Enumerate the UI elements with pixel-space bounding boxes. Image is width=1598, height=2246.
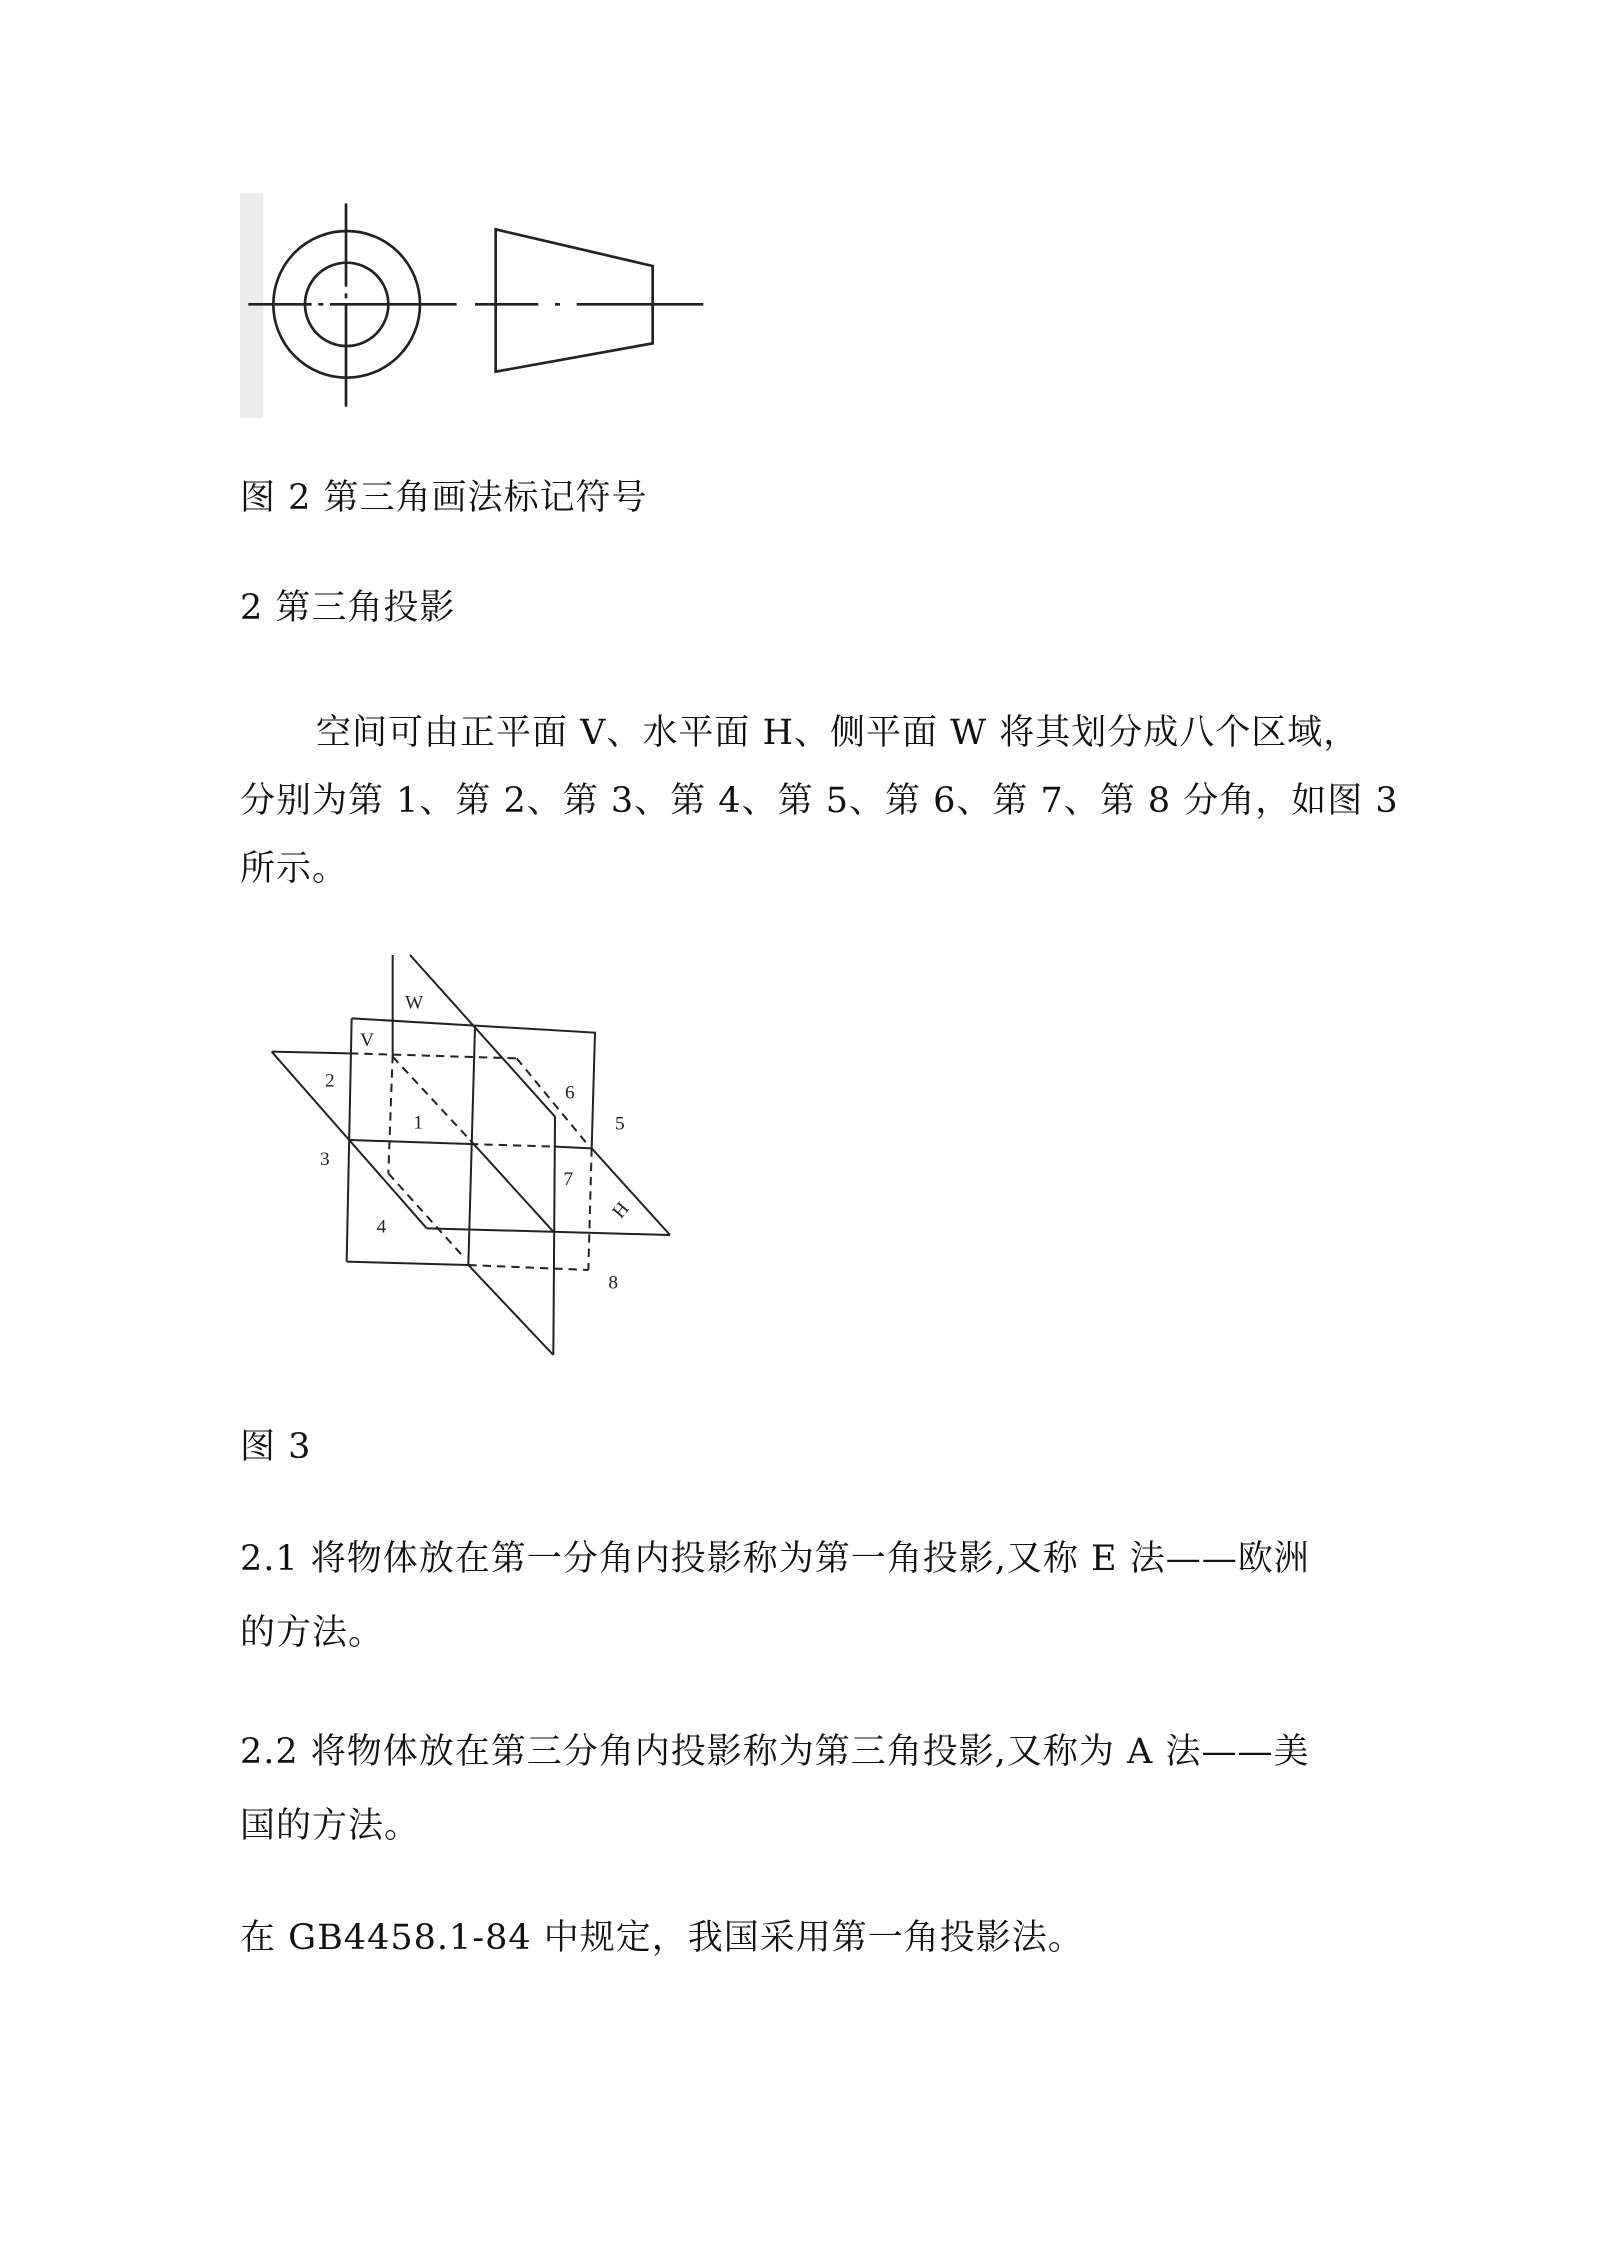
label-octant-2: 2 <box>325 1070 335 1092</box>
label-octant-6: 6 <box>565 1082 575 1104</box>
paragraph-line: 分别为第 1、第 2、第 3、第 4、第 5、第 6、第 7、第 8 分角，如图 3 <box>240 781 1399 821</box>
figure-3-caption: 图 3 <box>240 1427 312 1467</box>
figure-2-caption: 图 2 第三角画法标记符号 <box>240 478 648 518</box>
label-octant-1: 1 <box>413 1112 424 1134</box>
label-W: W <box>405 992 424 1014</box>
paragraph-line: 空间可由正平面 V、水平面 H、侧平面 W 将其划分成八个区域， <box>316 713 1360 753</box>
label-octant-8: 8 <box>608 1272 619 1294</box>
truncated-cone-outline <box>496 229 653 371</box>
item-2-1-line: 2.1 将物体放在第一分角内投影称为第一角投影,又称 E 法——欧洲 <box>240 1539 1310 1579</box>
label-octant-5: 5 <box>615 1113 625 1135</box>
plane-lines <box>272 955 670 1355</box>
label-V: V <box>360 1030 374 1051</box>
item-2-2-line: 2.2 将物体放在第三分角内投影称为第三角投影,又称为 A 法——美 <box>240 1732 1310 1772</box>
section-heading: 2 第三角投影 <box>240 588 456 628</box>
label-octant-4: 4 <box>376 1216 387 1238</box>
label-H: H <box>608 1198 634 1223</box>
label-octant-7: 7 <box>563 1169 574 1190</box>
standard-note: 在 GB4458.1-84 中规定，我国采用第一角投影法。 <box>240 1918 1084 1958</box>
scan-shadow <box>240 193 263 418</box>
paragraph-line: 所示。 <box>240 849 349 889</box>
label-octant-3: 3 <box>320 1149 330 1170</box>
item-2-2-line: 国的方法。 <box>240 1806 421 1846</box>
item-2-1-line: 的方法。 <box>240 1613 385 1653</box>
octants-diagram <box>250 940 700 1390</box>
third-angle-symbol-figure <box>230 180 750 440</box>
